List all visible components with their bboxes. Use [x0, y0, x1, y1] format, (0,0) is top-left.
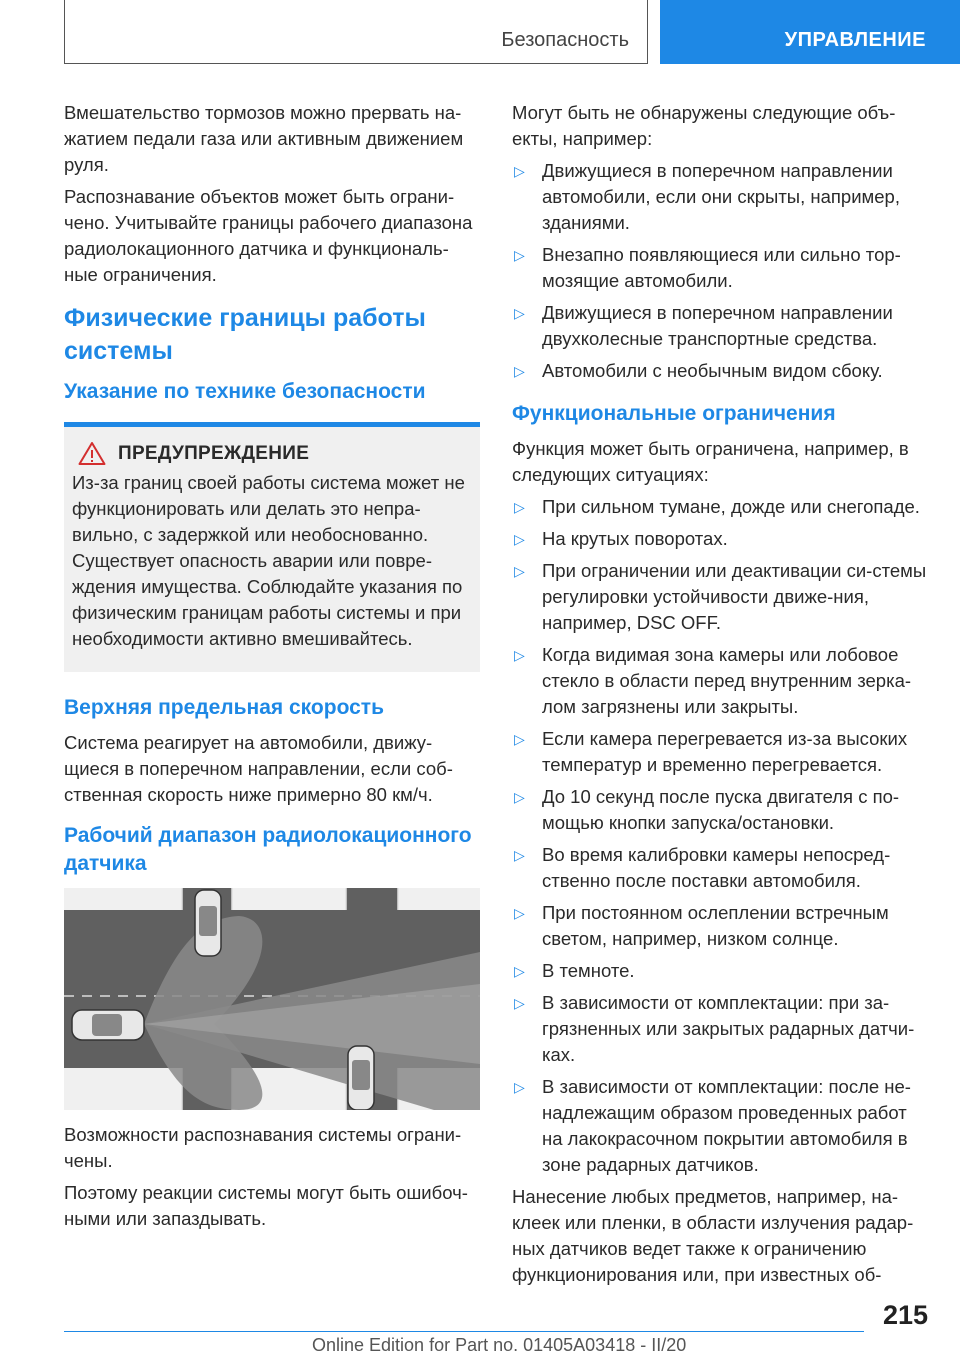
list-item: ▷ При постоянном ослеплении встречным светом, например, низком солнце.: [512, 900, 928, 952]
paragraph: Распознавание объектов может быть ограни-чено. Учитывайте границы рабочего диапазона радиолокационного датчика и функциональ-ные ограничения.: [64, 186, 473, 285]
right-column: [512, 100, 928, 1294]
bullet-triangle-icon: ▷: [514, 905, 525, 921]
list-item: ▷ При сильном тумане, дожде или снегопаде.: [512, 494, 928, 520]
list-item: ▷ Если камера перегревается из-за высоких температур и временно перегревается.: [512, 726, 928, 778]
bullet-triangle-icon: ▷: [514, 647, 525, 663]
ego-car-icon: [72, 1010, 144, 1040]
paragraph: Вмешательство тормозов можно прервать на-жатием педали газа или активным движением руля.: [64, 102, 464, 175]
list-item: ▷ До 10 секунд после пуска двигателя с по-мощью кнопки запуска/остановки.: [512, 784, 928, 836]
list-item: ▷ В темноте.: [512, 958, 928, 984]
bullet-triangle-icon: ▷: [514, 247, 525, 263]
footer-divider: [64, 1331, 864, 1332]
bullet-triangle-icon: ▷: [514, 789, 525, 805]
bullet-triangle-icon: ▷: [514, 995, 525, 1011]
header-section: Безопасность: [501, 29, 629, 51]
crossing-car-bottom-icon: [348, 1046, 374, 1110]
list-item: ▷ В зависимости от комплектации: при за-грязненных или закрытых радарных датчи-ках.: [512, 990, 928, 1068]
bullet-triangle-icon: ▷: [514, 305, 525, 321]
bullet-triangle-icon: ▷: [514, 163, 525, 179]
list-item: ▷ Когда видимая зона камеры или лобовое стекло в области перед внутренним зерка-лом загрязнены или закрыты.: [512, 642, 928, 720]
paragraph: Возможности распознавания системы ограни-чены.: [64, 1124, 462, 1171]
bullet-triangle-icon: ▷: [514, 563, 525, 579]
radar-range-illustration: [64, 888, 480, 1110]
paragraph: Нанесение любых предметов, например, на-клеек или пленки, в области излучения радар-ных датчиков ведет также к ограничению функционирования или, при известных об-: [512, 1186, 914, 1285]
header-chapter: УПРАВЛЕНИЕ: [784, 29, 926, 51]
paragraph: Система реагирует на автомобили, движу-щиеся в поперечном направлении, если соб-ственная скорость ниже примерно 80 км/ч.: [64, 732, 453, 805]
paragraph: Функция может быть ограничена, например, в следующих ситуациях:: [512, 438, 909, 485]
left-column: [64, 100, 480, 1238]
paragraph: Поэтому реакции системы могут быть ошибоч-ными или запаздывать.: [64, 1182, 468, 1229]
page-number: 215: [882, 1300, 928, 1330]
heading-functional-limits: Функциональные ограничения: [512, 402, 836, 425]
bullet-triangle-icon: ▷: [514, 531, 525, 547]
list-item: ▷ В зависимости от комплектации: после не-надлежащим образом проведенных работ на лакокрасочном покрытии автомобиля в зоне радарных датчиков.: [512, 1074, 928, 1178]
list-item: ▷ Во время калибровки камеры непосред-ственно после поставки автомобиля.: [512, 842, 928, 894]
list-item: ▷ Движущиеся в поперечном направлении двухколесные транспортные средства.: [512, 300, 928, 352]
list-item: ▷ Движущиеся в поперечном направлении автомобили, если они скрыты, например, зданиями.: [512, 158, 928, 236]
bullet-triangle-icon: ▷: [514, 363, 525, 379]
bullet-triangle-icon: ▷: [514, 847, 525, 863]
bullet-list-objects: [512, 158, 928, 384]
bullet-triangle-icon: ▷: [514, 731, 525, 747]
warning-triangle-icon: [78, 441, 106, 466]
list-item: ▷ Внезапно появляющиеся или сильно тор-мозящие автомобили.: [512, 242, 928, 294]
list-item: ▷ Автомобили с необычным видом сбоку.: [512, 358, 928, 384]
footer-edition: Online Edition for Part no. 01405A03418 - II/20: [312, 1335, 687, 1355]
header-chapter-tab[interactable]: [660, 0, 960, 64]
warning-title: ПРЕДУПРЕЖДЕНИЕ: [118, 442, 310, 464]
warning-box: [64, 427, 480, 672]
bullet-triangle-icon: ▷: [514, 1079, 525, 1095]
warning-text: Из-за границ своей работы система может не функционировать или делать это непра-вильно, с задержкой или необоснованно. Существует опасность аварии или повре-ждения имущества. Соблюдайте указания по физическим границам работы системы и при необходимости активно вмешивайтесь.: [72, 472, 465, 649]
heading-physical-limits: Физические границы работы системы: [64, 304, 426, 365]
crossing-car-top-icon: [195, 890, 221, 956]
list-item: ▷ При ограничении или деактивации си-стемы регулировки устойчивости движе-ния, например, DSC OFF.: [512, 558, 928, 636]
heading-speed-limit: Верхняя предельная скорость: [64, 696, 384, 719]
paragraph: Могут быть не обнаружены следующие объ-екты, например:: [512, 102, 896, 149]
heading-safety-note: Указание по технике безопасности: [64, 380, 426, 403]
heading-radar-range: Рабочий диапазон радиолокационного датчика: [64, 824, 472, 875]
list-item: ▷ На крутых поворотах.: [512, 526, 928, 552]
bullet-list-situations: [512, 494, 928, 1178]
bullet-triangle-icon: ▷: [514, 499, 525, 515]
header-frame: [64, 0, 648, 64]
bullet-triangle-icon: ▷: [514, 963, 525, 979]
